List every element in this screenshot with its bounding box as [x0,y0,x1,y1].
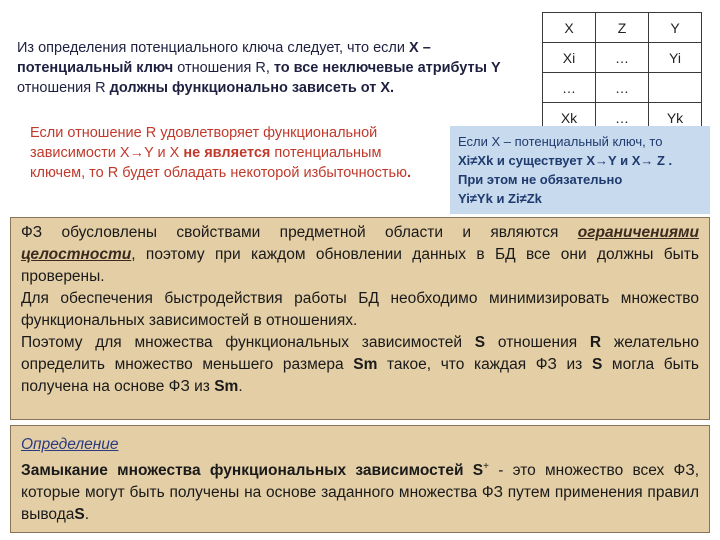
table-row [543,73,702,103]
table-cell [649,73,702,103]
intro-text [17,38,532,98]
table-header-cell: Z [596,13,649,43]
table-header-cell: X [543,13,596,43]
integrity-constraints-term: ограничениями целостности [21,224,699,263]
table-cell: Xk [543,103,596,133]
note-part: потенциальным ключем, то R будет обладать некоторой избыточностью [30,145,407,181]
note-part: . [407,165,412,181]
intro-part: – потенциальный ключ [17,40,431,76]
intro-x: X [409,40,419,56]
blue-box-line: Yi≠Yk и Zi≠Zk [458,191,542,206]
table-cell: … [596,73,649,103]
table-cell: Xi [543,43,596,73]
intro-part: должны функционально зависеть от X. [109,80,395,96]
definition-block [10,425,710,533]
definition-text: Замыкание множества функциональных зависимостей S+ - это множество всех ФЗ, которые могут быть получены на основе заданного множества ФЗ путем применения правил выводаS. [21,461,699,524]
table-row [543,43,702,73]
note-part: Если отношение R удовлетворяет функциональной зависимости X [30,125,378,161]
table-cell: … [596,43,649,73]
note-emphasis: не является [183,145,271,161]
intro-part: отношения R [17,80,110,96]
table-header-cell: Y [649,13,702,43]
blue-box-line: Xi≠Xk и существует X→Y и X→ Z . [458,153,673,168]
fd-paragraph: Поэтому для множества функциональных зависимостей S отношения R желательно определить множество меньшего размера Sm такое, что каждая ФЗ из S могла быть получена на основе ФЗ из Sm. [21,334,700,395]
intro-part: отношения R, [173,60,274,76]
table-cell: … [596,103,649,133]
arrow-icon: → [129,145,145,161]
blue-box-line: Если X – потенциальный ключ, то [458,134,663,149]
key-table [542,12,702,133]
fd-constraints-block [10,217,710,420]
table-cell: … [543,73,596,103]
blue-box-line: При этом не обязательно [458,172,623,187]
table-header-row [543,13,702,43]
table-cell: Yk [649,103,702,133]
table-cell: Yi [649,43,702,73]
redundancy-note [30,123,430,183]
fd-paragraph: Для обеспечения быстродействия работы БД необходимо минимизировать множество функциональных зависимостей в отношениях. [21,290,699,329]
fd-paragraph: ФЗ обусловлены свойствами предметной области и являются ограничениями целостности, поэтому при каждом обновлении данных в БД все они должны быть проверены. [21,224,699,285]
candidate-key-box [450,126,710,214]
intro-part: то все неключевые атрибуты Y [273,60,501,76]
definition-title: Определение [21,436,119,453]
intro-part: Из определения потенциального ключа следует, что если [17,40,410,56]
note-part: Y и X [144,145,184,161]
